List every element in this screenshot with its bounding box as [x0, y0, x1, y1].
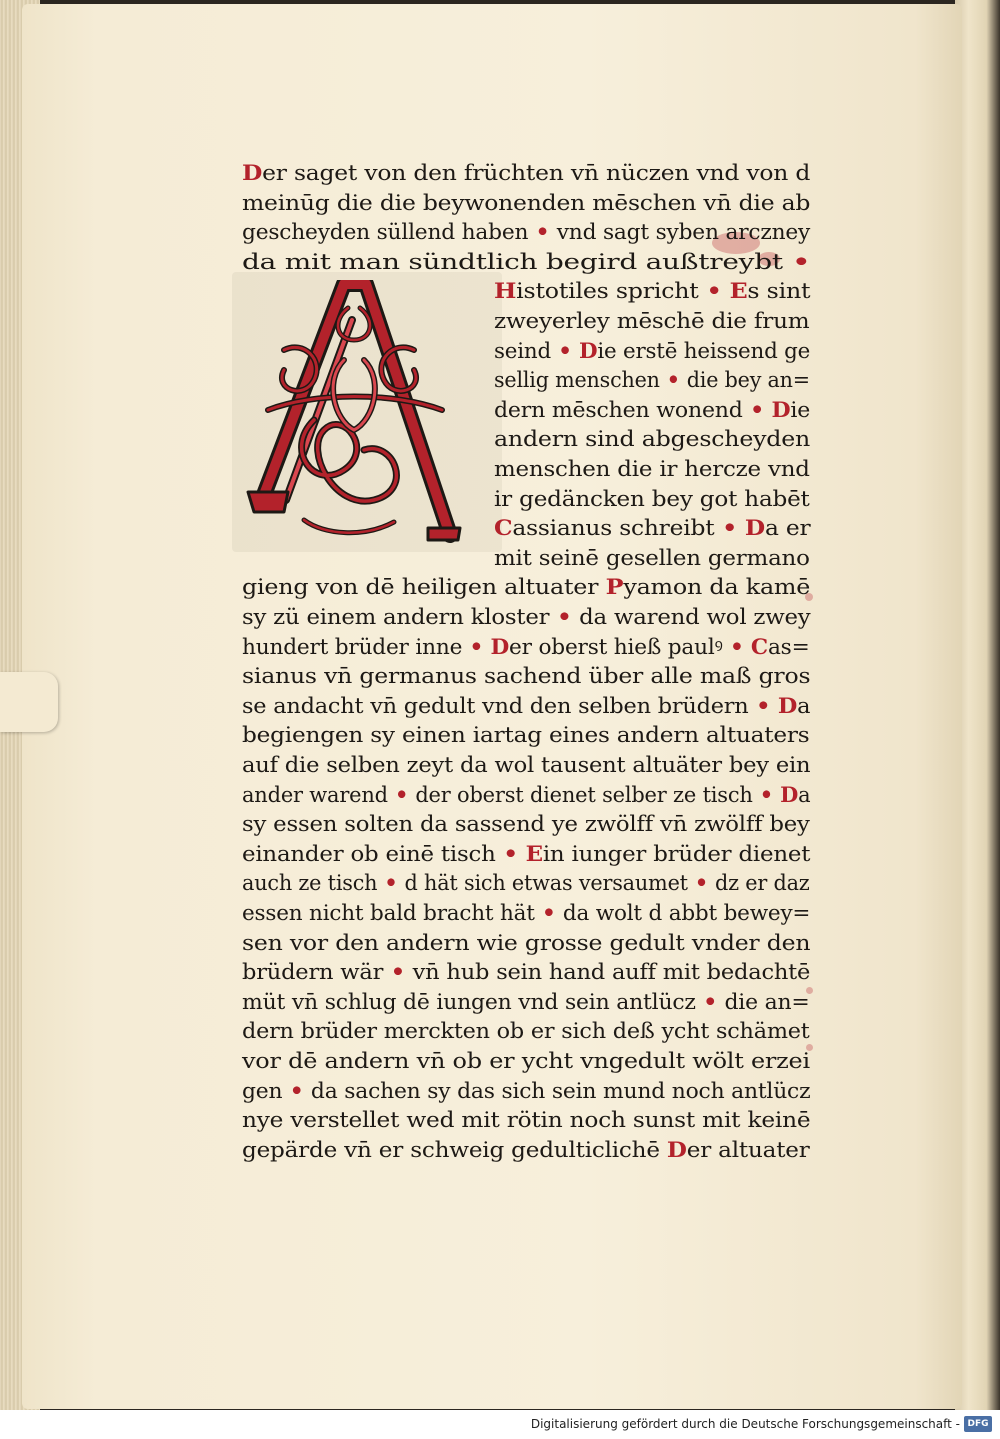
text-segment: auch ze tisch: [242, 871, 378, 896]
funding-credit: Digitalisierung gefördert durch die Deutsche Forschungsgemeinschaft -: [530, 1417, 960, 1431]
rubricated-letter: •: [549, 604, 580, 629]
text-segment: ie: [790, 397, 811, 422]
text-line: [242, 839, 810, 869]
rubricated-letter: D: [780, 781, 799, 807]
text-line: [242, 750, 810, 780]
text-segment: da warend wol zwey: [579, 605, 811, 629]
text-line: [242, 809, 810, 839]
text-segment: vn̄ hub sein hand auff mit bedachtē: [412, 960, 811, 985]
text-line: [494, 306, 809, 336]
rubricated-letter: E: [729, 278, 748, 304]
text-segment: in iunger brüder dienet: [542, 841, 811, 866]
text-segment: ir gedäncken bey got habēt: [494, 486, 810, 511]
rubricated-letter: •: [698, 278, 730, 304]
text-line: [242, 1016, 810, 1046]
text-segment: d hät sich etwas versaumet: [404, 871, 688, 896]
rubricated-letter: D: [666, 1136, 687, 1162]
text-segment: der oberst dienet selber ze tisch: [415, 782, 753, 807]
rubricated-letter: •: [462, 633, 491, 659]
rubricated-letter: E: [525, 840, 543, 866]
text-segment: da wolt d abbt bewey=: [562, 901, 811, 925]
text-line: [242, 898, 810, 928]
text-line: [242, 661, 810, 691]
text-segment: a er: [764, 516, 811, 541]
rubricated-letter: •: [748, 692, 778, 718]
text-segment: andern sind abgescheyden: [494, 427, 811, 452]
page-marker-tab: [0, 672, 58, 732]
rubricated-letter: •: [742, 396, 772, 422]
text-segment: gescheyden süllend haben: [242, 220, 529, 245]
text-segment: müt vn̄ schlug dē iungen vnd sein antlücz: [242, 989, 696, 1014]
text-segment: er oberst hieß paulꝰ: [509, 634, 723, 659]
rubricated-letter: •: [377, 870, 405, 896]
text-segment: er saget von den früchten vn̄ nüczen vnd von d: [262, 161, 811, 185]
text-line: [242, 987, 810, 1017]
rubricated-letter: •: [383, 959, 413, 985]
text-segment: sianus vn̄ germanus sachend über alle maß gros: [242, 664, 811, 689]
rubricated-letter: P: [605, 574, 624, 600]
text-line: [494, 336, 810, 366]
dfg-logo: DFG: [964, 1416, 992, 1432]
text-line: [242, 720, 809, 750]
rubricated-letter: •: [387, 781, 416, 807]
rubricated-letter: C: [750, 633, 768, 659]
text-segment: dz er daz: [714, 871, 810, 896]
text-line: [242, 1046, 810, 1076]
text-segment: a: [798, 782, 811, 807]
rubricated-letter: •: [495, 840, 526, 866]
text-line: [242, 1076, 810, 1106]
rubricated-letter: •: [282, 1077, 311, 1103]
text-segment: yamon da kamē: [623, 575, 811, 600]
rubricated-letter: D: [744, 515, 765, 541]
text-line: [242, 928, 810, 958]
text-segment: vnd sagt syben arczney: [556, 220, 811, 245]
text-line: [494, 424, 810, 454]
text-segment: vor dē andern vn̄ ob er ycht vngedult wölt erzei: [242, 1049, 810, 1073]
rubricated-letter: D: [490, 633, 510, 659]
text-segment: begiengen sy einen iartag eines andern altuaters: [242, 723, 810, 748]
text-line: [242, 217, 810, 247]
text-line: [242, 158, 810, 188]
text-segment: essen nicht bald bracht hät: [242, 901, 535, 925]
text-segment: menschen die ir hercze vnd: [494, 457, 810, 481]
text-line: [494, 484, 810, 514]
text-segment: nye verstellet wed mit rötin noch sunst mit keinē: [242, 1108, 811, 1133]
text-segment: dern brüder merckten ob er sich deß ycht schämet: [242, 1019, 810, 1044]
text-line: [494, 543, 810, 573]
text-line: [494, 395, 810, 425]
text-line: [242, 247, 810, 277]
text-segment: er altuater: [686, 1137, 810, 1162]
text-segment: mit seinē gesellen germano: [494, 545, 810, 570]
rubricated-letter: D: [771, 396, 791, 422]
rubricated-letter: H: [494, 278, 517, 304]
decorated-initial: [244, 280, 466, 548]
text-segment: as=: [767, 634, 810, 659]
text-segment: assianus schreibt: [512, 516, 715, 541]
rubricated-letter: D: [578, 337, 598, 363]
text-line: [494, 513, 810, 543]
rubricated-letter: •: [687, 870, 715, 896]
rubricated-letter: •: [782, 248, 810, 274]
text-line: [242, 602, 810, 632]
rubricated-letter: C: [494, 515, 513, 541]
decorated-initial-a-icon: [244, 280, 466, 548]
rubricated-letter: D: [777, 692, 798, 718]
text-segment: sen vor den andern wie grosse gedult vnder den: [242, 930, 811, 955]
rubricated-letter: •: [714, 515, 745, 541]
text-segment: ie erstē heissend ge: [597, 338, 811, 363]
rubricated-letter: •: [752, 781, 781, 807]
text-segment: einander ob einē tisch: [242, 841, 496, 866]
text-line: [242, 957, 810, 987]
text-segment: die bey an=: [686, 368, 810, 393]
text-segment: gepärde vn̄ er schweig gedulticlichē: [242, 1137, 667, 1162]
text-segment: a: [797, 693, 811, 718]
text-line: [494, 454, 810, 484]
text-segment: dern mēschen wonend: [494, 397, 743, 422]
text-segment: hundert brüder inne: [242, 634, 463, 659]
rubricated-letter: •: [695, 988, 725, 1014]
text-segment: meinūg die die beywonenden mēschen vn̄ die ab: [242, 190, 811, 215]
rubricated-letter: •: [550, 337, 579, 363]
rubricated-letter: •: [722, 633, 751, 659]
text-line: [242, 572, 810, 602]
text-line: [242, 632, 810, 662]
text-segment: da mit man sündtlich begird außtreybt: [242, 249, 783, 274]
text-segment: auf die selben zeyt da wol tausent altuäter bey ein: [242, 753, 811, 777]
rubricated-letter: •: [534, 900, 563, 925]
rubricated-letter: D: [242, 160, 263, 185]
text-line: [242, 780, 810, 810]
rubricated-letter: •: [528, 219, 557, 245]
text-segment: istotiles spricht: [516, 279, 699, 304]
text-segment: sellig menschen: [494, 368, 660, 393]
text-line: [242, 691, 810, 721]
text-segment: ander warend: [242, 782, 388, 807]
text-line: [494, 276, 810, 306]
text-segment: se andacht vn̄ gedult vnd den selben brüdern: [242, 693, 749, 718]
text-line: [242, 188, 810, 218]
text-segment: gen: [242, 1078, 283, 1103]
text-segment: sy zü einem andern kloster: [242, 605, 550, 629]
text-segment: brüdern wär: [242, 960, 384, 985]
text-line: [242, 1105, 810, 1135]
rubricated-letter: •: [659, 367, 687, 393]
text-segment: gieng von dē heiligen altuater: [242, 575, 606, 600]
text-line: [242, 1135, 810, 1165]
footer-bar: [0, 1410, 1000, 1439]
text-line: [242, 868, 810, 898]
text-segment: seind: [494, 338, 551, 363]
text-segment: zweyerley mēschē die frum: [494, 309, 810, 333]
text-line: [494, 365, 810, 395]
text-segment: da sachen sy das sich sein mund noch antlücz: [310, 1078, 811, 1103]
text-segment: sy essen solten da sassend ye zwölff vn̄ zwölff bey: [242, 812, 810, 837]
text-segment: s sint: [747, 279, 811, 304]
text-segment: die an=: [724, 989, 810, 1014]
